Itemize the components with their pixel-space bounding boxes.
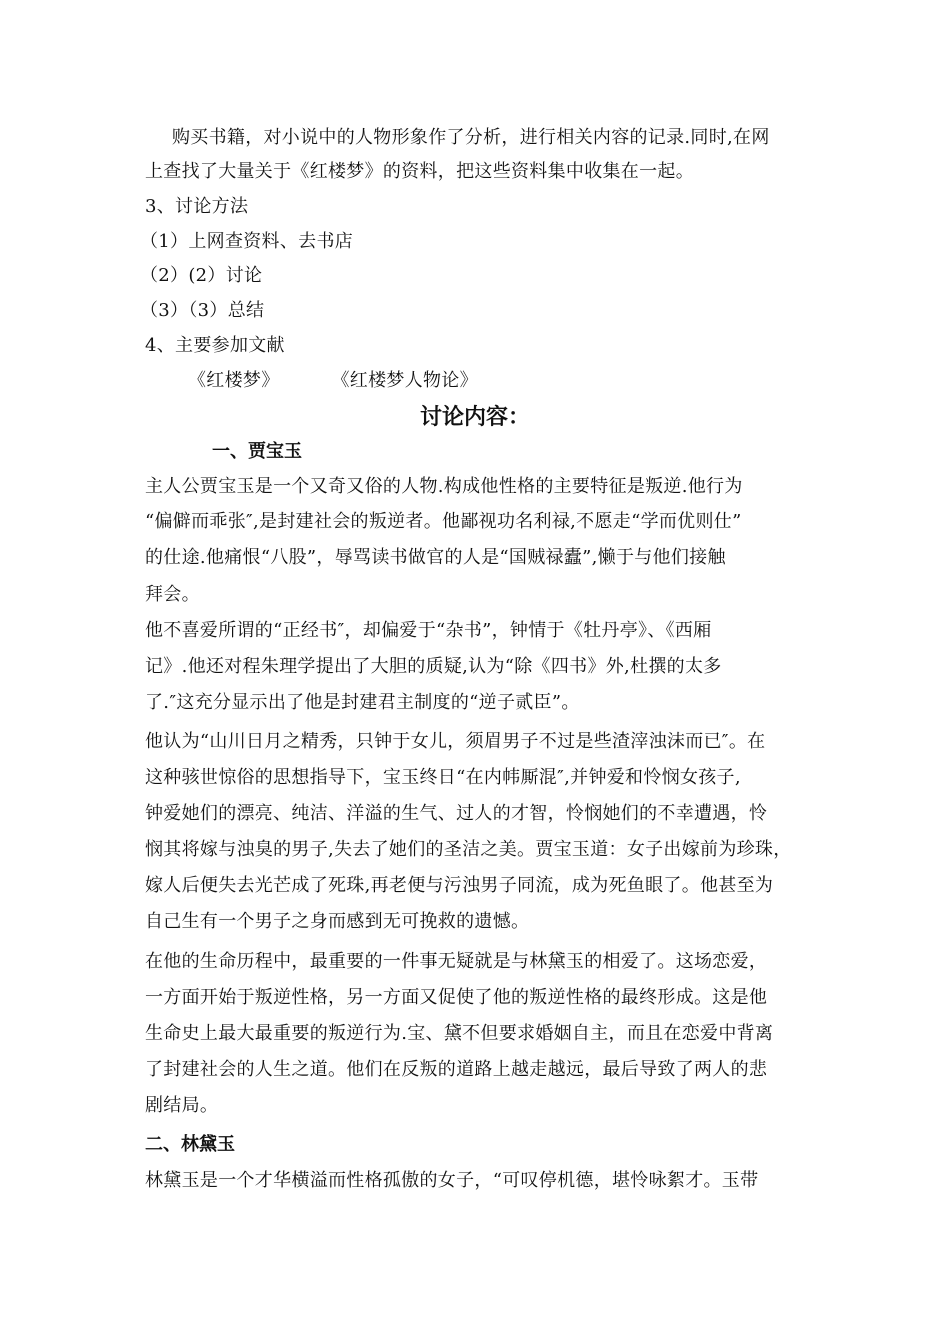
methods-item-1: （1）上网查资料、去书店 (140, 231, 354, 252)
section-1-line: 剧结局。 (145, 1095, 219, 1116)
intro-line-2: 上查找了大量关于《红楼梦》的资料，把这些资料集中收集在一起。 (145, 161, 694, 182)
section-1-line: 一方面开始于叛逆性格，另一方面又促使了他的叛逆性格的最终形成。这是他 (145, 987, 768, 1008)
section-2-line: 林黛玉是一个才华横溢而性格孤傲的女子，“可叹停机德，堪怜咏絮才。玉带 (145, 1170, 759, 1191)
section-1-line: “偏僻而乖张″,是封建社会的叛逆者。他鄙视功名利禄,不愿走“学而优则仕” (145, 511, 742, 532)
section-1-line: 嫁人后便失去光芒成了死珠,再老便与污浊男子同流，成为死鱼眼了。他甚至为 (145, 875, 774, 896)
section-1-line: 了封建社会的人生之道。他们在反叛的道路上越走越远，最后导致了两人的悲 (145, 1059, 768, 1080)
section-1-line: 他认为“山川日月之精秀，只钟于女儿，须眉男子不过是些渣滓浊沫而已″。在 (145, 731, 766, 752)
discussion-title: 讨论内容： (419, 405, 530, 430)
methods-item-3: （3）（3）总结 (140, 300, 265, 321)
section-2-heading: 二、林黛玉 (145, 1134, 235, 1155)
section-1-heading: 一、贾宝玉 (212, 441, 302, 462)
section-1-line: 主人公贾宝玉是一个又奇又俗的人物.构成他性格的主要特征是叛逆.他行为 (145, 476, 743, 497)
section-1-line: 他不喜爱所谓的“正经书″，却偏爱于“杂书”，钟情于《牡丹亭》、《西厢 (145, 620, 712, 641)
section-1-line: 生命史上最大最重要的叛逆行为.宝、黛不但要求婚姻自主，而且在恋爱中背离 (145, 1023, 774, 1044)
section-1-line: 记》.他还对程朱理学提出了大胆的质疑,认为“除《四书》外,杜撰的太多 (145, 656, 722, 677)
section-1-line: 拜会。 (145, 584, 200, 605)
intro-line-1: 购买书籍，对小说中的人物形象作了分析，进行相关内容的记录.同时,在网 (172, 127, 770, 148)
methods-item-2: （2）(2）讨论 (140, 265, 263, 286)
section-1-line: 钟爱她们的漂亮、纯洁、洋溢的生气、过人的才智，怜悯她们的不幸遭遇，怜 (145, 803, 768, 824)
section-1-line: 悯其将嫁与浊臭的男子,失去了她们的圣洁之美。贾宝玉道：女子出嫁前为珍珠， (145, 839, 792, 860)
section-1-line: 在他的生命历程中，最重要的一件事无疑就是与林黛玉的相爱了。这场恋爱， (145, 951, 768, 972)
reference-item-2: 《红楼梦人物论》 (331, 370, 478, 391)
methods-heading: 3、讨论方法 (145, 196, 249, 217)
section-1-line: 的仕途.他痛恨“八股”，辱骂读书做官的人是“国贼禄蠹”,懒于与他们接触 (145, 547, 726, 568)
references-heading: 4、主要参加文献 (145, 335, 285, 356)
reference-item-1: 《红楼梦》 (188, 370, 280, 391)
section-1-line: 这种骇世惊俗的思想指导下，宝玉终日“在内帏厮混″,并钟爱和怜悯女孩子, (145, 767, 741, 788)
section-1-line: 自己生有一个男子之身而感到无可挽救的遗憾。 (145, 911, 530, 932)
section-1-line: 了.″这充分显示出了他是封建君主制度的“逆子贰臣”。 (145, 692, 580, 713)
references-list (188, 369, 478, 393)
